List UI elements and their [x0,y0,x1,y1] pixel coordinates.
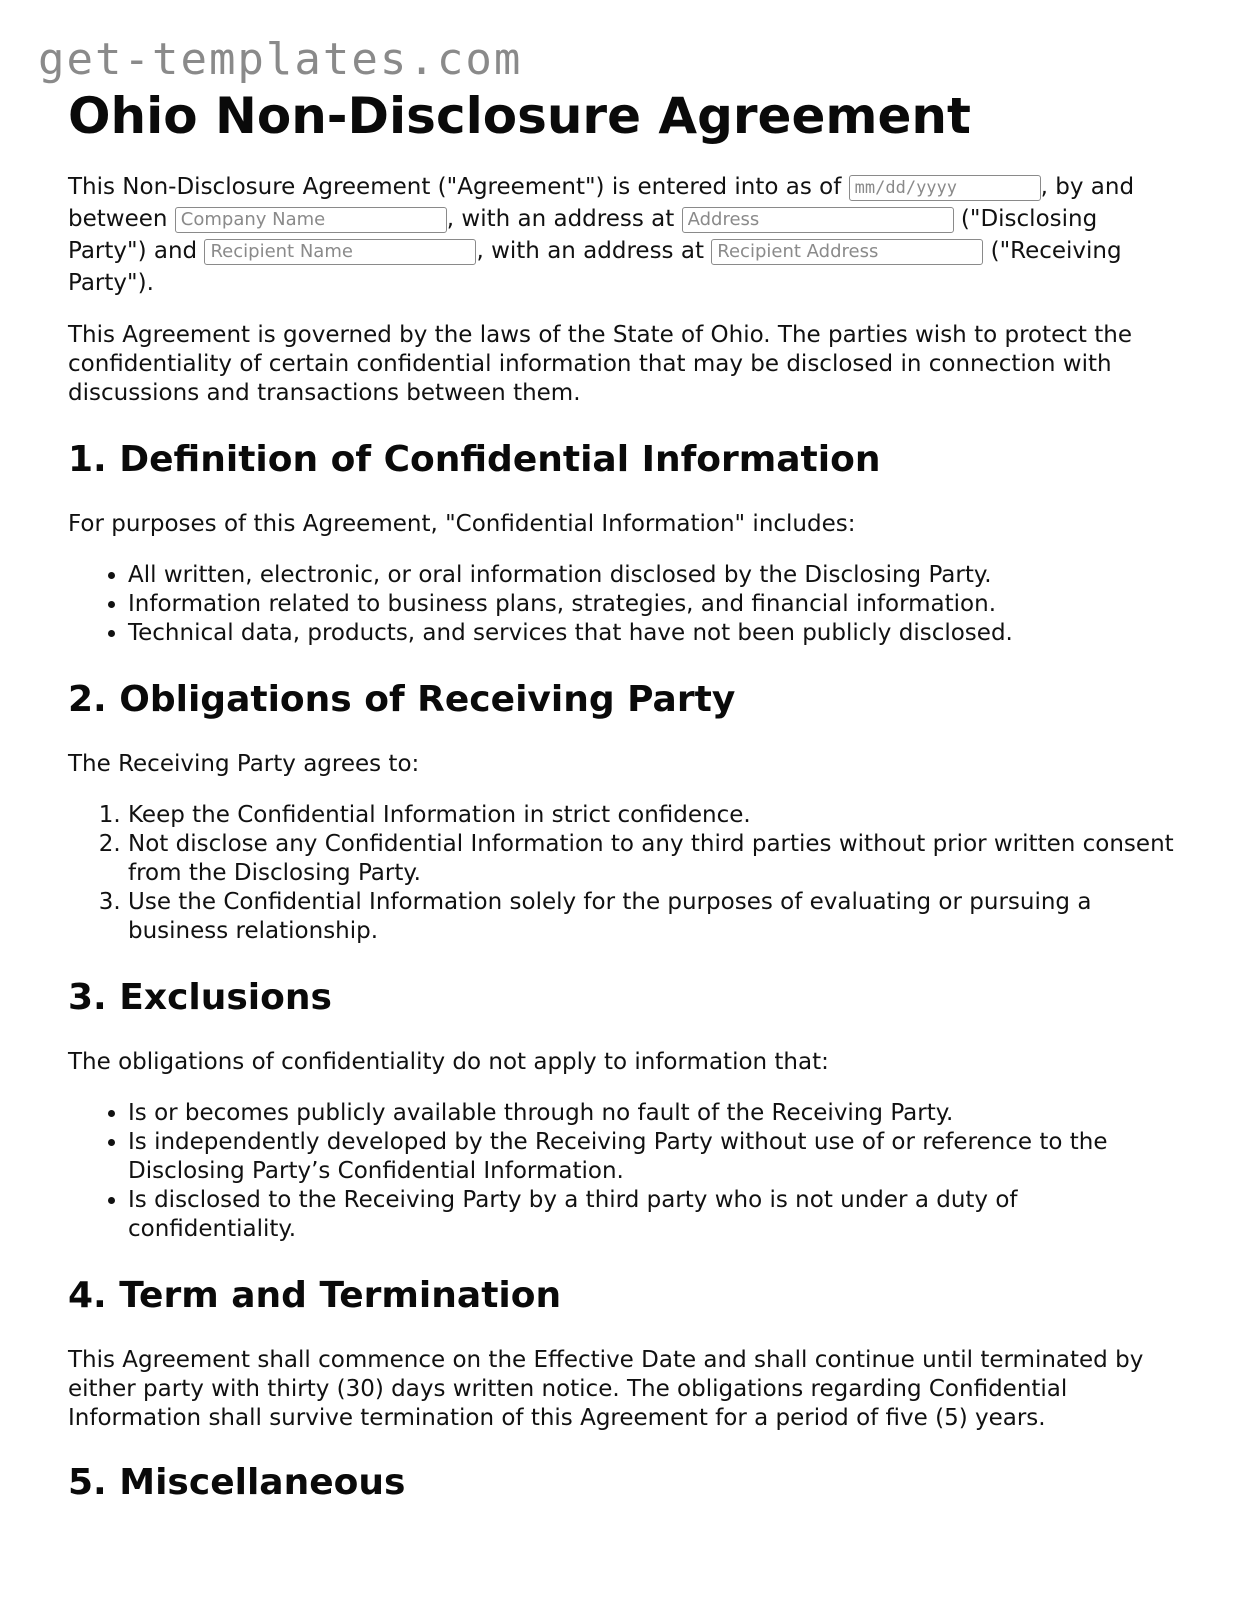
section-lead-definition: For purposes of this Agreement, "Confidential Information" includes: [68,511,856,537]
recipient-name-input[interactable] [204,239,476,265]
section-heading-term: 4. Term and Termination [68,1275,562,1316]
address-input[interactable] [682,207,954,233]
recipient-address-input[interactable] [711,239,983,265]
section-heading-definition: 1. Definition of Confidential Information [68,439,881,480]
list-item: 2. Not disclose any Confidential Information to any third parties without prior written consent from the Disclosing Party. [128,830,1183,888]
section-body-term: This Agreement shall commence on the Effective Date and shall continue until terminated by either party with thirty (30) days written notice. The obligations regarding Confidential Information shall survive termination of this Agreement for a period of five (5) years. [68,1347,1144,1431]
list-item: • Is or becomes publicly available through no fault of the Receiving Party. [128,1099,1183,1128]
document [68,85,1183,1505]
section-lead-exclusions: The obligations of confidentiality do not apply to information that: [68,1049,829,1075]
definition-list [68,561,1183,648]
watermark-logo: get-templates.com [38,34,523,85]
list-item: • Information related to business plans, strategies, and financial information. [128,590,1183,619]
list-item: • Technical data, products, and services that have not been publicly disclosed. [128,619,1183,648]
list-item: • Is disclosed to the Receiving Party by a third party who is not under a duty of confidentiality. [128,1186,1183,1244]
intro-text-2: , by and between [68,174,1135,232]
intro-text-5: , with an address at [476,238,712,264]
section-heading-exclusions: 3. Exclusions [68,977,332,1018]
intro-text-1: This Non-Disclosure Agreement ("Agreement") is entered into as of [68,174,849,200]
company-name-input[interactable] [175,207,447,233]
section-lead-obligations: The Receiving Party agrees to: [68,751,420,777]
intro-text-6: ("Receiving Party"). [68,238,1122,296]
obligations-list [68,801,1183,946]
governing-law-paragraph: This Agreement is governed by the laws of the State of Ohio. The parties wish to protect the confidentiality of certain confidential information that may be disclosed in connection with discussions and transactions between them. [68,322,1132,406]
list-item: 1. Keep the Confidential Information in strict confidence. [128,801,1183,830]
list-item: 3. Use the Confidential Information solely for the purposes of evaluating or pursuing a business relationship. [128,888,1183,946]
list-item: • Is independently developed by the Receiving Party without use of or reference to the Disclosing Party’s Confidential Information. [128,1128,1183,1186]
section-heading-miscellaneous: 5. Miscellaneous [68,1462,406,1503]
intro-text-3: , with an address at [446,206,682,232]
list-item: • All written, electronic, or oral information disclosed by the Disclosing Party. [128,561,1183,590]
section-heading-obligations: 2. Obligations of Receiving Party [68,679,736,720]
agreement-date-input[interactable] [849,175,1041,201]
intro-paragraph [68,171,1183,299]
page-title: Ohio Non-Disclosure Agreement [68,87,971,145]
exclusions-list [68,1099,1183,1244]
intro-text-4: ("Disclosing Party") and [68,206,1098,264]
